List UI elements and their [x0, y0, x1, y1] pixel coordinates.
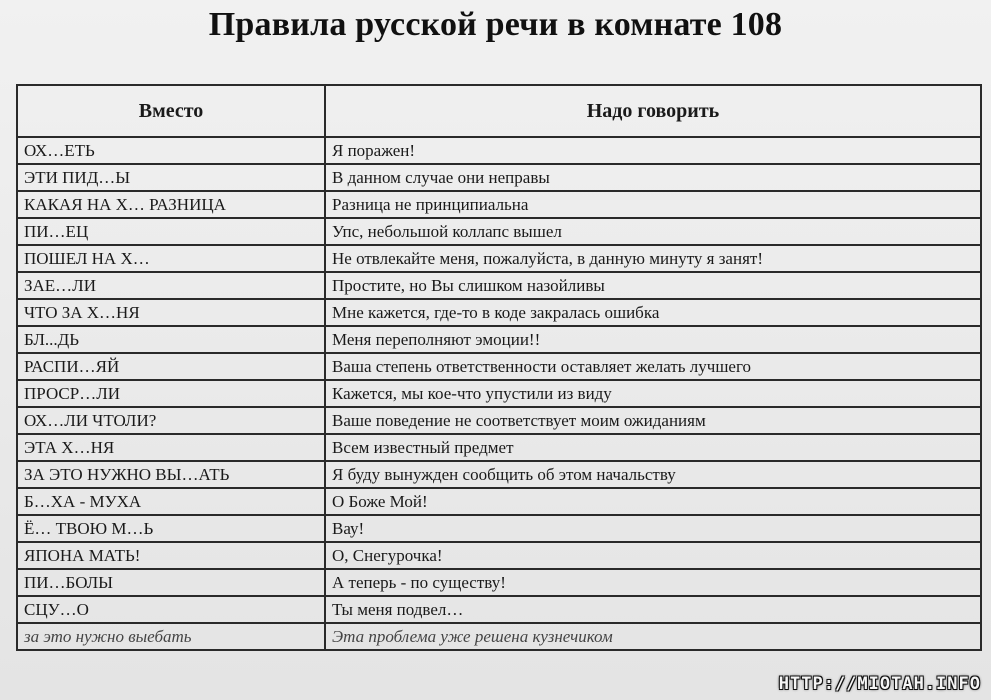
cell-should-say: О, Снегурочка! — [325, 542, 981, 569]
table-header-row — [17, 85, 981, 137]
cell-should-say: Вау! — [325, 515, 981, 542]
cell-should-say: Кажется, мы кое-что упустили из виду — [325, 380, 981, 407]
table-row — [17, 164, 981, 191]
cell-instead: ЯПОНА МАТЬ! — [17, 542, 325, 569]
column-header-instead: Вместо — [17, 85, 325, 137]
rules-table — [16, 84, 982, 651]
table-row — [17, 353, 981, 380]
cell-instead: Ё… ТВОЮ М…Ь — [17, 515, 325, 542]
table-body — [17, 137, 981, 650]
handwritten-say: Эта проблема уже решена кузнечиком — [325, 623, 981, 650]
cell-should-say: Разница не принципиальна — [325, 191, 981, 218]
table-row — [17, 326, 981, 353]
handwritten-instead: за это нужно выебать — [17, 623, 325, 650]
cell-should-say: Не отвлекайте меня, пожалуйста, в данную минуту я занят! — [325, 245, 981, 272]
cell-should-say: Ваше поведение не соответствует моим ожиданиям — [325, 407, 981, 434]
table-row — [17, 245, 981, 272]
cell-instead: ЧТО ЗА Х…НЯ — [17, 299, 325, 326]
table-row — [17, 596, 981, 623]
cell-instead: БЛ...ДЬ — [17, 326, 325, 353]
cell-instead: КАКАЯ НА Х… РАЗНИЦА — [17, 191, 325, 218]
cell-instead: ЭТИ ПИД…Ы — [17, 164, 325, 191]
cell-instead: ПРОСР…ЛИ — [17, 380, 325, 407]
cell-instead: ЗА ЭТО НУЖНО ВЫ…АТЬ — [17, 461, 325, 488]
cell-instead: СЦУ…О — [17, 596, 325, 623]
column-header-should-say: Надо говорить — [325, 85, 981, 137]
cell-instead: Б…ХА - МУХА — [17, 488, 325, 515]
cell-instead: ПИ…БОЛЫ — [17, 569, 325, 596]
table-row — [17, 272, 981, 299]
cell-instead: ПОШЕЛ НА Х… — [17, 245, 325, 272]
cell-should-say: Меня переполняют эмоции!! — [325, 326, 981, 353]
cell-instead: ЗАЕ…ЛИ — [17, 272, 325, 299]
cell-should-say: В данном случае они неправы — [325, 164, 981, 191]
page-title: Правила русской речи в комнате 108 — [208, 6, 783, 43]
cell-should-say: Ты меня подвел… — [325, 596, 981, 623]
cell-should-say: Упс, небольшой коллапс вышел — [325, 218, 981, 245]
cell-should-say: Ваша степень ответственности оставляет желать лучшего — [325, 353, 981, 380]
table-row — [17, 569, 981, 596]
table-row — [17, 488, 981, 515]
cell-should-say: Мне кажется, где-то в коде закралась ошибка — [325, 299, 981, 326]
cell-should-say: Я поражен! — [325, 137, 981, 164]
cell-should-say: Всем известный предмет — [325, 434, 981, 461]
table-row — [17, 515, 981, 542]
cell-should-say: Я буду вынужден сообщить об этом начальству — [325, 461, 981, 488]
table-row — [17, 380, 981, 407]
watermark: HTTP://MIOTAH.INFO — [778, 674, 981, 694]
table-row — [17, 137, 981, 164]
cell-instead: РАСПИ…ЯЙ — [17, 353, 325, 380]
table-row — [17, 542, 981, 569]
cell-instead: ЭТА Х…НЯ — [17, 434, 325, 461]
table-row — [17, 434, 981, 461]
table-row — [17, 218, 981, 245]
cell-instead: ПИ…ЕЦ — [17, 218, 325, 245]
table-row — [17, 407, 981, 434]
table-row — [17, 191, 981, 218]
cell-should-say: Простите, но Вы слишком назойливы — [325, 272, 981, 299]
cell-should-say: О Боже Мой! — [325, 488, 981, 515]
table-row — [17, 299, 981, 326]
table-row — [17, 461, 981, 488]
cell-should-say: А теперь - по существу! — [325, 569, 981, 596]
cell-instead: ОХ…ЛИ ЧТОЛИ? — [17, 407, 325, 434]
handwritten-row — [17, 623, 981, 650]
cell-instead: ОХ…ЕТЬ — [17, 137, 325, 164]
